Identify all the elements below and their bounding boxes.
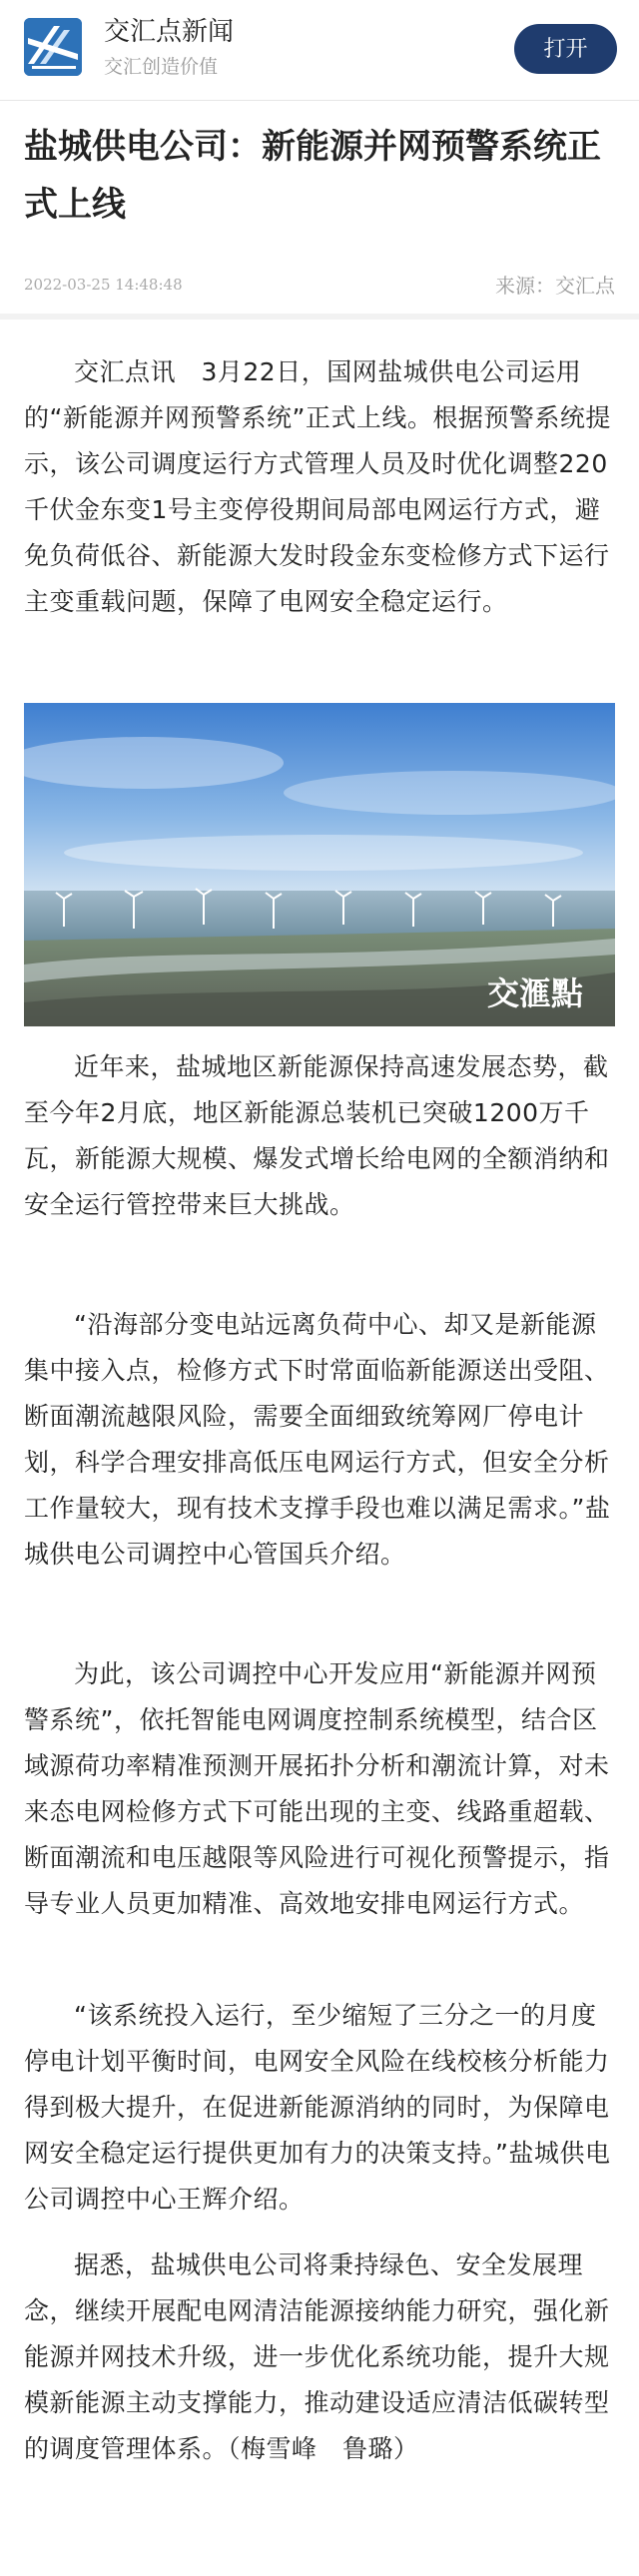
article-paragraph-5: “该系统投入运行，至少缩短了三分之一的月度停电计划平衡时间，电网安全风险在线校核分析能力得到极大提升，在促进新能源消纳的同时，为保障电网安全稳定运行提供更加有力的决策支持。”盐城供电公司调控中心王辉介绍。: [24, 2001, 611, 2214]
photo-watermark: 交滙點: [486, 974, 583, 1012]
article-paragraph-3: “沿海部分变电站远离负荷中心、却又是新能源集中接入点，检修方式下时常面临新能源送出受阻、断面潮流越限风险，需要全面细致统筹网厂停电计划，科学合理安排高低压电网运行方式，但安全分析工作量较大，现有技术支撑手段也难以满足需求。”盐城供电公司调控中心管国兵介绍。: [24, 1310, 611, 1569]
article-source: 来源：交汇点: [495, 274, 615, 298]
wind-farm-photo: [24, 703, 615, 1026]
app-name: 交汇点新闻: [104, 17, 235, 47]
article-paragraph-6: 据悉，盐城供电公司将秉持绿色、安全发展理念，继续开展配电网清洁能源接纳能力研究，强化新能源并网技术升级，进一步优化系统功能，提升大规模新能源主动支撑能力，推动建设适应清洁低碳转型的调度管理体系。（梅雪峰 鲁璐）: [24, 2251, 610, 2463]
section-divider: [0, 314, 639, 320]
article-paragraph-4: 为此，该公司调控中心开发应用“新能源并网预警系统”，依托智能电网调度控制系统模型，结合区域源荷功率精准预测开展拓扑分析和潮流计算，对未来态电网检修方式下可能出现的主变、线路重超载、断面潮流和电压越限等风险进行可视化预警提示，指导专业人员更加精准、高效地安排电网运行方式。: [24, 1659, 610, 1918]
jiaohuidian-logo-icon[interactable]: [24, 18, 82, 76]
app-header: [0, 0, 639, 101]
article-title: 盐城供电公司：新能源并网预警系统正式上线: [24, 127, 601, 225]
article-paragraph-2: 近年来，盐城地区新能源保持高速发展态势，截至今年2月底，地区新能源总装机已突破1200万千瓦，新能源大规模、爆发式增长给电网的全额消纳和安全运行管控带来巨大挑战。: [24, 1052, 610, 1219]
article-paragraph-1: 交汇点讯 3月22日，国网盐城供电公司运用的“新能源并网预警系统”正式上线。根据预警系统提示，该公司调度运行方式管理人员及时优化调整220千伏金东变1号主变停役期间局部电网运行方式，避免负荷低谷、新能源大发时段金东变检修方式下运行主变重载问题，保障了电网安全稳定运行。: [24, 357, 611, 616]
open-app-button[interactable]: 打开: [514, 24, 617, 74]
publish-date: 2022-03-25 14:48:48: [24, 276, 183, 294]
app-slogan: 交汇创造价值: [104, 56, 219, 78]
